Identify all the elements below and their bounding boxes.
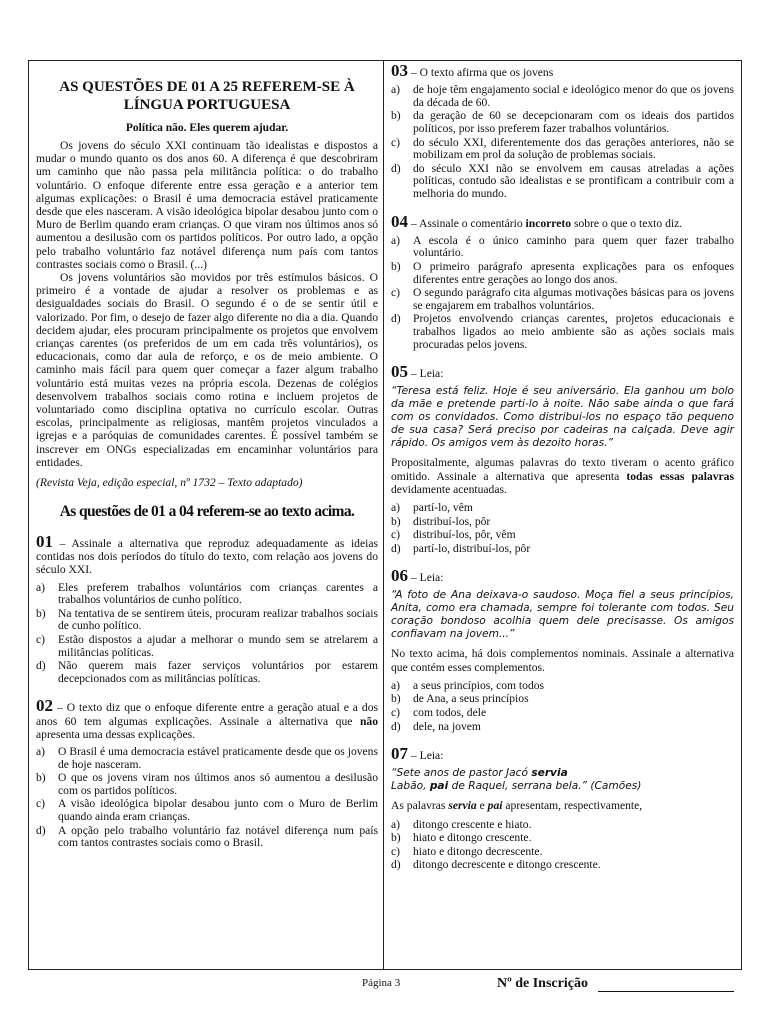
question-statement: 07 – Leia: <box>391 744 444 764</box>
option-letter: d) <box>391 858 401 872</box>
option-letter: d) <box>391 719 401 733</box>
option-letter: a) <box>36 745 46 759</box>
statement-text: e <box>479 799 485 813</box>
option-text: ditongo crescente e hiato. <box>413 817 532 831</box>
option-text: Não querem mais fazer serviços voluntários por estarem decepcionados com as militâncias políticas. <box>58 659 378 685</box>
option-text: Eles preferem trabalhos voluntários com crianças carentes a trabalhos voluntários de cunho político. <box>58 580 378 607</box>
option-letter: a) <box>391 678 401 692</box>
quoted-text: “Teresa está feliz. Hoje é seu aniversário. Ela ganhou um bolo da mãe e pretende parti-lo à noite. Não sabe ainda o que fará com os convidados. Como distribui-los no espaço tão pequeno de sua casa? Será preciso por cadeiras na calçada. Deve agir rápido. Os amigos vem às dezoito horas.” <box>391 385 734 450</box>
quoted-text: “A foto de Ana deixava-o saudoso. Moça fiel a seus princípios, Anita, como era chamada, sempre foi tolerante com todos. Seu coração bondoso acolhia quem dele precisasse. Os amigos confiavam na jovem...” <box>391 589 734 641</box>
option-letter: d) <box>391 161 401 175</box>
option-text: Estão dispostos a ajudar a melhorar o mundo sem se atrelarem a militâncias políticas. <box>58 633 378 659</box>
option-b[interactable] <box>391 110 734 135</box>
option-text: de Ana, a seus princípios <box>413 692 529 706</box>
statement-text: apresentam, respectivamente, <box>505 799 643 813</box>
statement-text: sobre o que o texto diz. <box>573 216 683 230</box>
option-letter: b) <box>36 771 46 785</box>
option-d[interactable] <box>391 859 734 872</box>
option-letter: b) <box>391 831 401 845</box>
text-source: (Revista Veja, edição especial, nº 1732 – Texto adaptado) <box>36 476 303 490</box>
statement-emphasis: não <box>359 714 378 728</box>
option-letter: c) <box>391 844 401 858</box>
question-statement: 03 – O texto afirma que os jovens <box>391 61 554 80</box>
statement-text: Leia: <box>419 571 444 585</box>
option-b[interactable] <box>36 608 378 633</box>
option-a[interactable] <box>36 746 378 771</box>
option-a[interactable] <box>391 502 734 515</box>
option-text: da geração de 60 se decepcionaram com os ideais dos partidos políticos, por isso preferem fazer trabalhos voluntários. <box>413 109 734 135</box>
option-letter: b) <box>36 606 46 620</box>
question-05 <box>391 362 734 555</box>
text-subtitle: Política não. Eles querem ajudar. <box>125 122 289 134</box>
option-letter: c) <box>36 797 46 811</box>
question-statement: 01 – Assinale a alternativa que reproduz adequadamente as ideias contidas nos dois períodos do título do texto, com relação aos jovens do século XXI. <box>36 532 379 577</box>
option-text: do século XXI não se envolvem em causas atreladas a ações políticas, contudo são idealistas e se prontificam a contribuir com a melhoria do mundo. <box>413 161 734 200</box>
option-text: Projetos envolvendo crianças carentes, projetos educacionais e trabalhos ligados ao meio ambiente são as ações sociais mais procuradas pelos jovens. <box>413 312 734 351</box>
option-text: distribuí-los, pôr <box>413 514 491 528</box>
option-b[interactable] <box>391 832 734 845</box>
option-a[interactable] <box>391 235 734 260</box>
question-statement: 06 – Leia: <box>391 566 444 586</box>
option-c[interactable] <box>391 287 734 312</box>
left-column <box>36 64 378 864</box>
option-text: a seus princípios, com todos <box>413 678 545 692</box>
option-a[interactable] <box>36 582 378 607</box>
option-b[interactable] <box>391 516 734 529</box>
option-b[interactable] <box>391 693 734 706</box>
question-number: 02 <box>36 696 53 716</box>
option-letter: b) <box>391 109 401 123</box>
option-d[interactable] <box>391 163 734 201</box>
text-paragraph-2: Os jovens voluntários são movidos por três estímulos básicos. O primeiro é a vontade de ajudar a resolver os problemas e as desigualdades sociais do Brasil. O segundo é o de se sentir útil e valorizado. Por fim, o desejo de fazer algo diferente no dia a dia. Quando decidem ajudar, eles procuram principalmente os projetos que envolvem crianças carentes (os preferidos de um em cada três voluntários), os educacionais, como dar aula de reforço, e os de meio ambiente. O caminho mais fácil para quem quer começar a fazer algum trabalho voluntário está muitas vezes na própria escola. Dezenas de colégios desenvolvem trabalhos sociais como rotina e incluem projetos de voluntariado como disciplina optativa no currículo escolar. Outras escolas, principalmente as religiosas, mantêm projetos vinculados a igrejas e a paróquias de comunidades carentes. É possível também se inscrever em ONGs especializadas em encaminhar voluntários para entidades. <box>36 271 378 469</box>
option-letter: c) <box>391 528 401 542</box>
question-04 <box>391 211 734 352</box>
question-instruction <box>391 456 734 496</box>
statement-emphasis: servia <box>448 799 477 813</box>
statement-text: Assinale o comentário <box>418 216 523 230</box>
option-letter: d) <box>36 659 46 673</box>
section-title: As questões de 01 a 04 referem-se ao texto acima. <box>59 503 355 521</box>
question-07 <box>391 744 734 872</box>
statement-text: Leia: <box>419 367 444 381</box>
question-statement: 05 – Leia: <box>391 362 444 382</box>
option-text: A opção pelo trabalho voluntário faz notável diferença num país com tantos contrastes sociais como o Brasil. <box>58 823 378 850</box>
option-text: de hoje têm engajamento social e ideológico menor do que os jovens da década de 60. <box>413 83 734 109</box>
option-text: partí-lo, vêm <box>413 500 473 514</box>
quote-text: “Sete anos de pastor Jacó <box>391 767 528 780</box>
question-instruction: No texto acima, há dois complementos nominais. Assinale a alternativa que contém esses complementos. <box>391 647 734 674</box>
option-letter: a) <box>391 500 401 514</box>
option-letter: a) <box>391 817 401 831</box>
option-text: partí-lo, distribuí-los, pôr <box>413 541 531 555</box>
statement-emphasis: incorreto <box>525 216 572 230</box>
option-letter: d) <box>36 823 46 837</box>
registration-label: Nº de Inscrição <box>497 976 588 991</box>
option-letter: d) <box>391 541 401 555</box>
option-letter: c) <box>36 633 46 647</box>
statement-text: As palavras <box>391 799 446 813</box>
question-number: 01 <box>36 532 53 552</box>
question-statement: 04 – Assinale o comentário incorreto sobre o que o texto diz. <box>391 211 683 231</box>
text-paragraph-1: Os jovens do século XXI continuam tão idealistas e dispostos a mudar o mundo quanto os dos anos 60. A diferença é que descobriram um caminho que não passa pela militância política: o do trabalho voluntário. O enfoque diferente entre essa geração e a anterior tem algumas explicações: o Brasil é uma democracia estável praticamente desde que eles nasceram. A visão ideológica bipolar desabou junto com o Muro de Berlim quando eram crianças. O que viram nos últimos anos só aumentou a desilusão com os partidos políticos. Por outro lado, a opção pelo trabalho voluntário faz notável diferença num país com tantos contrastes sociais como o Brasil. (...) <box>36 139 378 271</box>
registration-field-line[interactable] <box>598 991 734 992</box>
statement-text: devidamente acentuadas. <box>391 482 507 496</box>
option-text: distribuí-los, pôr, vêm <box>413 528 516 542</box>
question-instruction <box>391 799 734 812</box>
option-letter: d) <box>391 312 401 326</box>
option-letter: c) <box>391 135 401 149</box>
option-text: A escola é o único caminho para quem quer fazer trabalho voluntário. <box>413 233 734 260</box>
quoted-text <box>391 767 734 793</box>
option-text: hiato e ditongo decrescente. <box>413 844 543 858</box>
question-statement: 02 – O texto diz que o enfoque diferente entre a geração atual e a dos anos 60 tem algumas explicações. Assinale a alternativa que não apresenta uma dessas explicações. <box>36 696 378 741</box>
option-c[interactable] <box>391 707 734 720</box>
option-text: com todos, dele <box>413 706 487 720</box>
statement-text: Leia: <box>419 749 444 763</box>
option-letter: a) <box>391 233 401 247</box>
question-number: 05 <box>391 362 408 382</box>
question-number: 07 <box>391 744 408 764</box>
question-number: 04 <box>391 211 408 231</box>
option-text: dele, na jovem <box>413 719 481 733</box>
option-letter: a) <box>36 580 46 594</box>
option-a[interactable] <box>391 84 734 109</box>
option-text: A visão ideológica bipolar desabou junto com o Muro de Berlim quando ainda eram crianças. <box>58 797 378 824</box>
option-d[interactable] <box>36 825 378 850</box>
question-02 <box>36 696 378 850</box>
statement-text: O texto afirma que os jovens <box>419 66 554 79</box>
option-letter: c) <box>391 706 401 720</box>
option-text: O segundo parágrafo cita algumas motivações básicas para os jovens se engajarem em trabalhos voluntários. <box>413 286 734 312</box>
question-03 <box>391 61 734 201</box>
statement-text: Assinale a alternativa que reproduz adequadamente as ideias contidas nos dois períodos do título do texto, com relação aos jovens do século XXI. <box>36 537 379 577</box>
statement-text: O texto diz que o enfoque diferente entre a geração atual e a dos anos 60 tem algumas explicações. Assinale a alternativa que <box>36 701 378 728</box>
option-b[interactable] <box>36 772 378 797</box>
option-text: hiato e ditongo crescente. <box>413 831 532 845</box>
page-title: AS QUESTÕES DE 01 A 25 REFEREM-SE À LÍNGUA PORTUGUESA <box>59 79 355 113</box>
option-letter: c) <box>391 286 401 300</box>
option-d[interactable] <box>36 660 378 685</box>
option-c[interactable] <box>391 137 734 162</box>
statement-text: apresenta uma dessas explicações. <box>36 727 196 741</box>
quote-text: de Raquel, serrana bela.” (Camões) <box>451 780 642 793</box>
option-d[interactable] <box>391 313 734 351</box>
page-number: Página 3 <box>362 977 401 989</box>
column-divider <box>383 60 384 970</box>
option-c[interactable] <box>36 634 378 659</box>
option-b[interactable] <box>391 261 734 286</box>
quote-text: Labão, <box>391 780 427 793</box>
question-01 <box>36 532 379 685</box>
option-text: Na tentativa de se sentirem úteis, procuram realizar trabalhos sociais de cunho político. <box>58 606 378 633</box>
option-letter: b) <box>391 692 401 706</box>
option-a[interactable] <box>391 680 734 693</box>
option-letter: b) <box>391 514 401 528</box>
statement-text: Propositalmente, algumas palavras do texto tiveram o acento gráfico omitido. Assinale a alternativa que apresenta <box>391 456 734 483</box>
option-text: ditongo decrescente e ditongo crescente. <box>413 858 601 872</box>
option-d[interactable] <box>391 721 734 734</box>
option-c[interactable] <box>36 798 378 823</box>
question-number: 06 <box>391 566 408 586</box>
option-c[interactable] <box>391 846 734 859</box>
option-c[interactable] <box>391 529 734 542</box>
statement-emphasis: pai <box>487 799 503 813</box>
option-d[interactable] <box>391 543 734 556</box>
quote-emphasis: pai <box>429 780 449 793</box>
option-letter: a) <box>391 83 401 97</box>
question-06 <box>391 566 734 733</box>
option-letter: b) <box>391 259 401 273</box>
statement-emphasis: todas essas palavras <box>626 469 734 483</box>
quote-emphasis: servia <box>531 767 568 780</box>
option-text: O Brasil é uma democracia estável praticamente desde que os jovens de hoje nasceram. <box>58 745 378 771</box>
right-column <box>391 61 734 886</box>
option-text: do século XXI, diferentemente dos das gerações anteriores, não se mobilizam em prol da solução de problemas sociais. <box>413 135 734 162</box>
option-text: O primeiro parágrafo apresenta explicações para os enfoques diferentes entre gerações ao longo dos anos. <box>413 259 734 286</box>
question-number: 03 <box>391 61 408 80</box>
option-text: O que os jovens viram nos últimos anos só aumentou a desilusão com os partidos políticos. <box>58 771 378 797</box>
option-a[interactable] <box>391 819 734 832</box>
